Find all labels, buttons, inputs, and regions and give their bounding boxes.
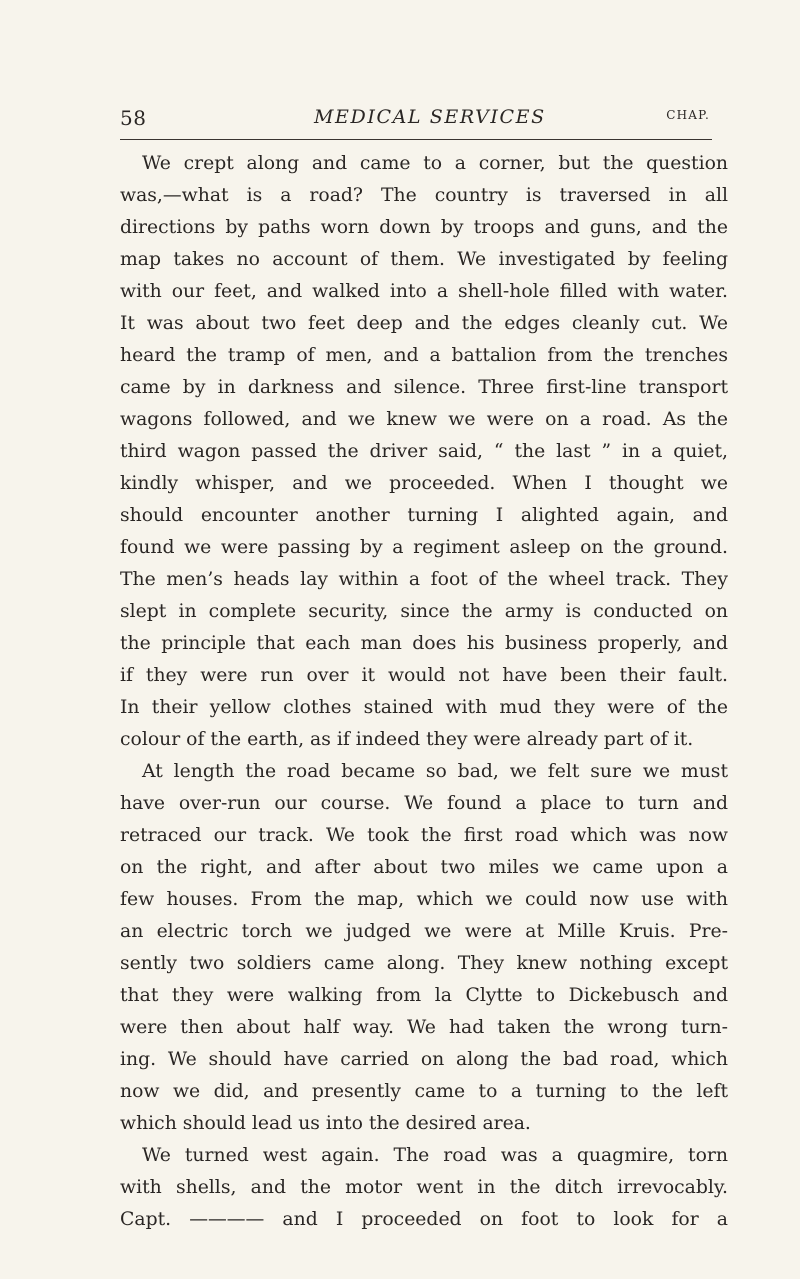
chapter-mark: CHAP. xyxy=(666,108,710,122)
text-line: with shells, and the motor went in the ditch irrevocably. xyxy=(120,1177,728,1198)
text-line: Capt. ———— and I proceeded on foot to look for a xyxy=(120,1209,728,1230)
text-line: We turned west again. The road was a quagmire, torn xyxy=(142,1145,728,1166)
text-line: if they were run over it would not have been their fault. xyxy=(120,665,728,686)
text-line: were then about half way. We had taken the wrong turn- xyxy=(120,1017,728,1038)
text-line: was,—what is a road? The country is traversed in all xyxy=(120,185,728,206)
text-line: found we were passing by a regiment asleep on the ground. xyxy=(120,537,728,558)
text-line: The men’s heads lay within a foot of the wheel track. They xyxy=(120,569,728,590)
text-line: In their yellow clothes stained with mud they were of the xyxy=(120,697,728,718)
text-line: map takes no account of them. We investigated by feeling xyxy=(120,249,728,270)
text-line: colour of the earth, as if indeed they were already part of it. xyxy=(120,729,694,750)
text-line: retraced our track. We took the first road which was now xyxy=(120,825,728,846)
text-line: wagons followed, and we knew we were on a road. As the xyxy=(120,409,728,430)
text-line: ing. We should have carried on along the bad road, which xyxy=(120,1049,728,1070)
text-line: slept in complete security, since the army is conducted on xyxy=(120,601,728,622)
page-number: 58 xyxy=(120,106,147,130)
text-line: sently two soldiers came along. They knew nothing except xyxy=(120,953,728,974)
header-rule xyxy=(120,139,712,140)
text-line: few houses. From the map, which we could now use with xyxy=(120,889,728,910)
text-line: It was about two feet deep and the edges cleanly cut. We xyxy=(120,313,728,334)
text-line: on the right, and after about two miles we came upon a xyxy=(120,857,728,878)
text-line: At length the road became so bad, we felt sure we must xyxy=(142,761,728,782)
text-line: which should lead us into the desired area. xyxy=(120,1113,531,1134)
text-line: the principle that each man does his business properly, and xyxy=(120,633,728,654)
text-line: now we did, and presently came to a turning to the left xyxy=(120,1081,728,1102)
text-line: heard the tramp of men, and a battalion from the trenches xyxy=(120,345,728,366)
running-title: MEDICAL SERVICES xyxy=(314,106,546,128)
running-head xyxy=(120,104,712,134)
text-line: have over-run our course. We found a place to turn and xyxy=(120,793,728,814)
text-line: should encounter another turning I alighted again, and xyxy=(120,505,728,526)
body-text xyxy=(120,148,728,1236)
text-line: We crept along and came to a corner, but the question xyxy=(142,153,728,174)
text-line: came by in darkness and silence. Three first-line transport xyxy=(120,377,728,398)
text-line: with our feet, and walked into a shell-hole filled with water. xyxy=(120,281,728,302)
text-line: kindly whisper, and we proceeded. When I thought we xyxy=(120,473,728,494)
text-line: that they were walking from la Clytte to Dickebusch and xyxy=(120,985,728,1006)
text-line: an electric torch we judged we were at Mille Kruis. Pre- xyxy=(120,921,728,942)
text-line: third wagon passed the driver said, “ the last ” in a quiet, xyxy=(120,441,728,462)
text-line: directions by paths worn down by troops and guns, and the xyxy=(120,217,728,238)
